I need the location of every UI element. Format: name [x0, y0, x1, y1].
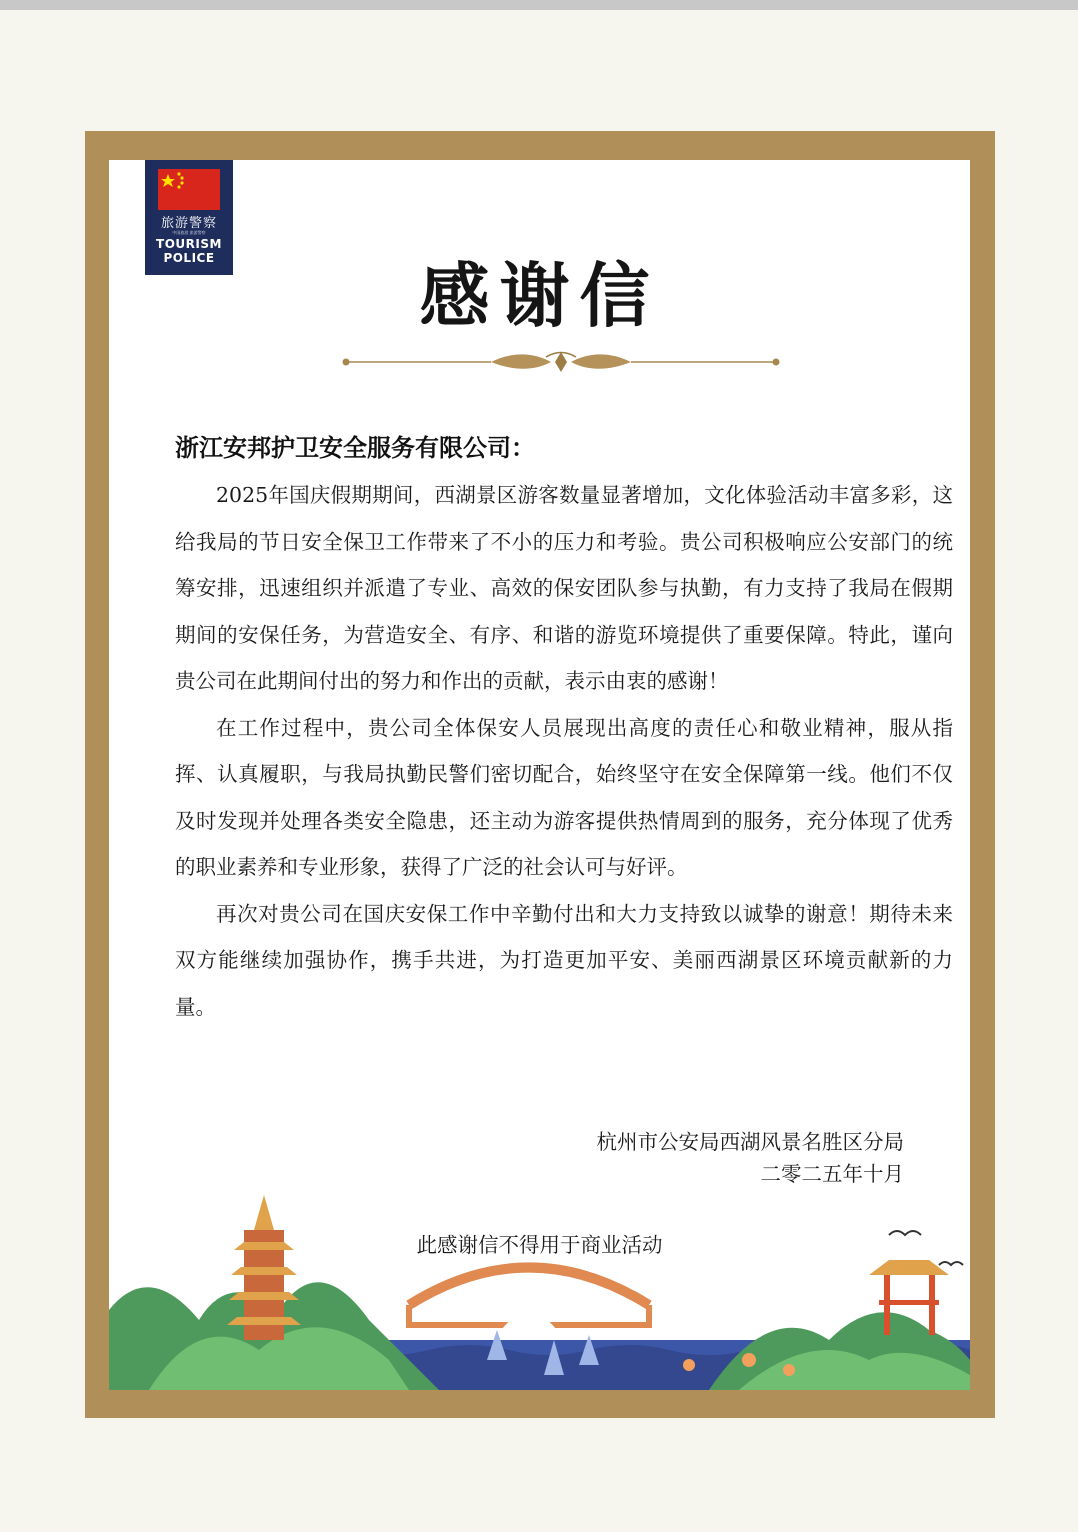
issue-date: 二零二五年十月 — [760, 1162, 904, 1186]
gold-frame — [85, 131, 995, 1418]
body-paragraph-2: 在工作过程中，贵公司全体保安人员展现出高度的责任心和敬业精神，服从指挥、认真履职，与我局执勤民警们密切配合，始终坚守在安全保障第一线。他们不仅及时发现并处理各类安全隐患，还主动为游客提供热情周到的服务，充分体现了优秀的职业素养和专业形象，获得了广泛的社会认可与好评。 — [175, 715, 953, 879]
china-flag-icon — [158, 169, 220, 210]
leifeng-pagoda-icon — [227, 1195, 301, 1340]
west-lake-scenery-illustration — [109, 1190, 970, 1390]
badge-cn-label: 旅游警察 — [160, 216, 217, 231]
letter-paper — [109, 160, 970, 1390]
bird-icon — [939, 1262, 963, 1265]
arch-bridge-icon — [409, 1268, 649, 1341]
badge-en-line2: POLICE — [163, 251, 215, 265]
badge-small-label: 中国旅游 旅游警察 — [172, 230, 206, 235]
issuer-name: 杭州市公安局西湖风景名胜区分局 — [596, 1130, 904, 1154]
signature-block — [597, 1126, 905, 1190]
letter-body — [175, 472, 953, 1030]
salutation: 浙江安邦护卫安全服务有限公司： — [175, 433, 535, 462]
body-paragraph-3: 再次对贵公司在国庆安保工作中辛勤付出和大力支持致以诚挚的谢意！期待未来双方能继续加强协作，携手共进，为打造更加平安、美丽西湖景区环境贡献新的力量。 — [175, 901, 953, 1019]
badge-en-line1: TOURISM — [156, 237, 222, 251]
ornament-divider — [341, 350, 781, 380]
usage-notice: 此感谢信不得用于商业活动 — [416, 1233, 663, 1257]
top-strip — [0, 0, 1078, 10]
letter-title: 感谢信 — [419, 254, 660, 337]
body-paragraph-1: 2025年国庆假期期间，西湖景区游客数量显著增加，文化体验活动丰富多彩，这给我局的节日安全保卫工作带来了不小的压力和考验。贵公司积极响应公安部门的统筹安排，迅速组织并派遣了专业、高效的保安团队参与执勤，有力支持了我局在假期期间的安保任务，为营造安全、有序、和谐的游览环境提供了重要保障。特此，谨向贵公司在此期间付出的努力和作出的贡献，表示由衷的感谢！ — [175, 483, 953, 693]
